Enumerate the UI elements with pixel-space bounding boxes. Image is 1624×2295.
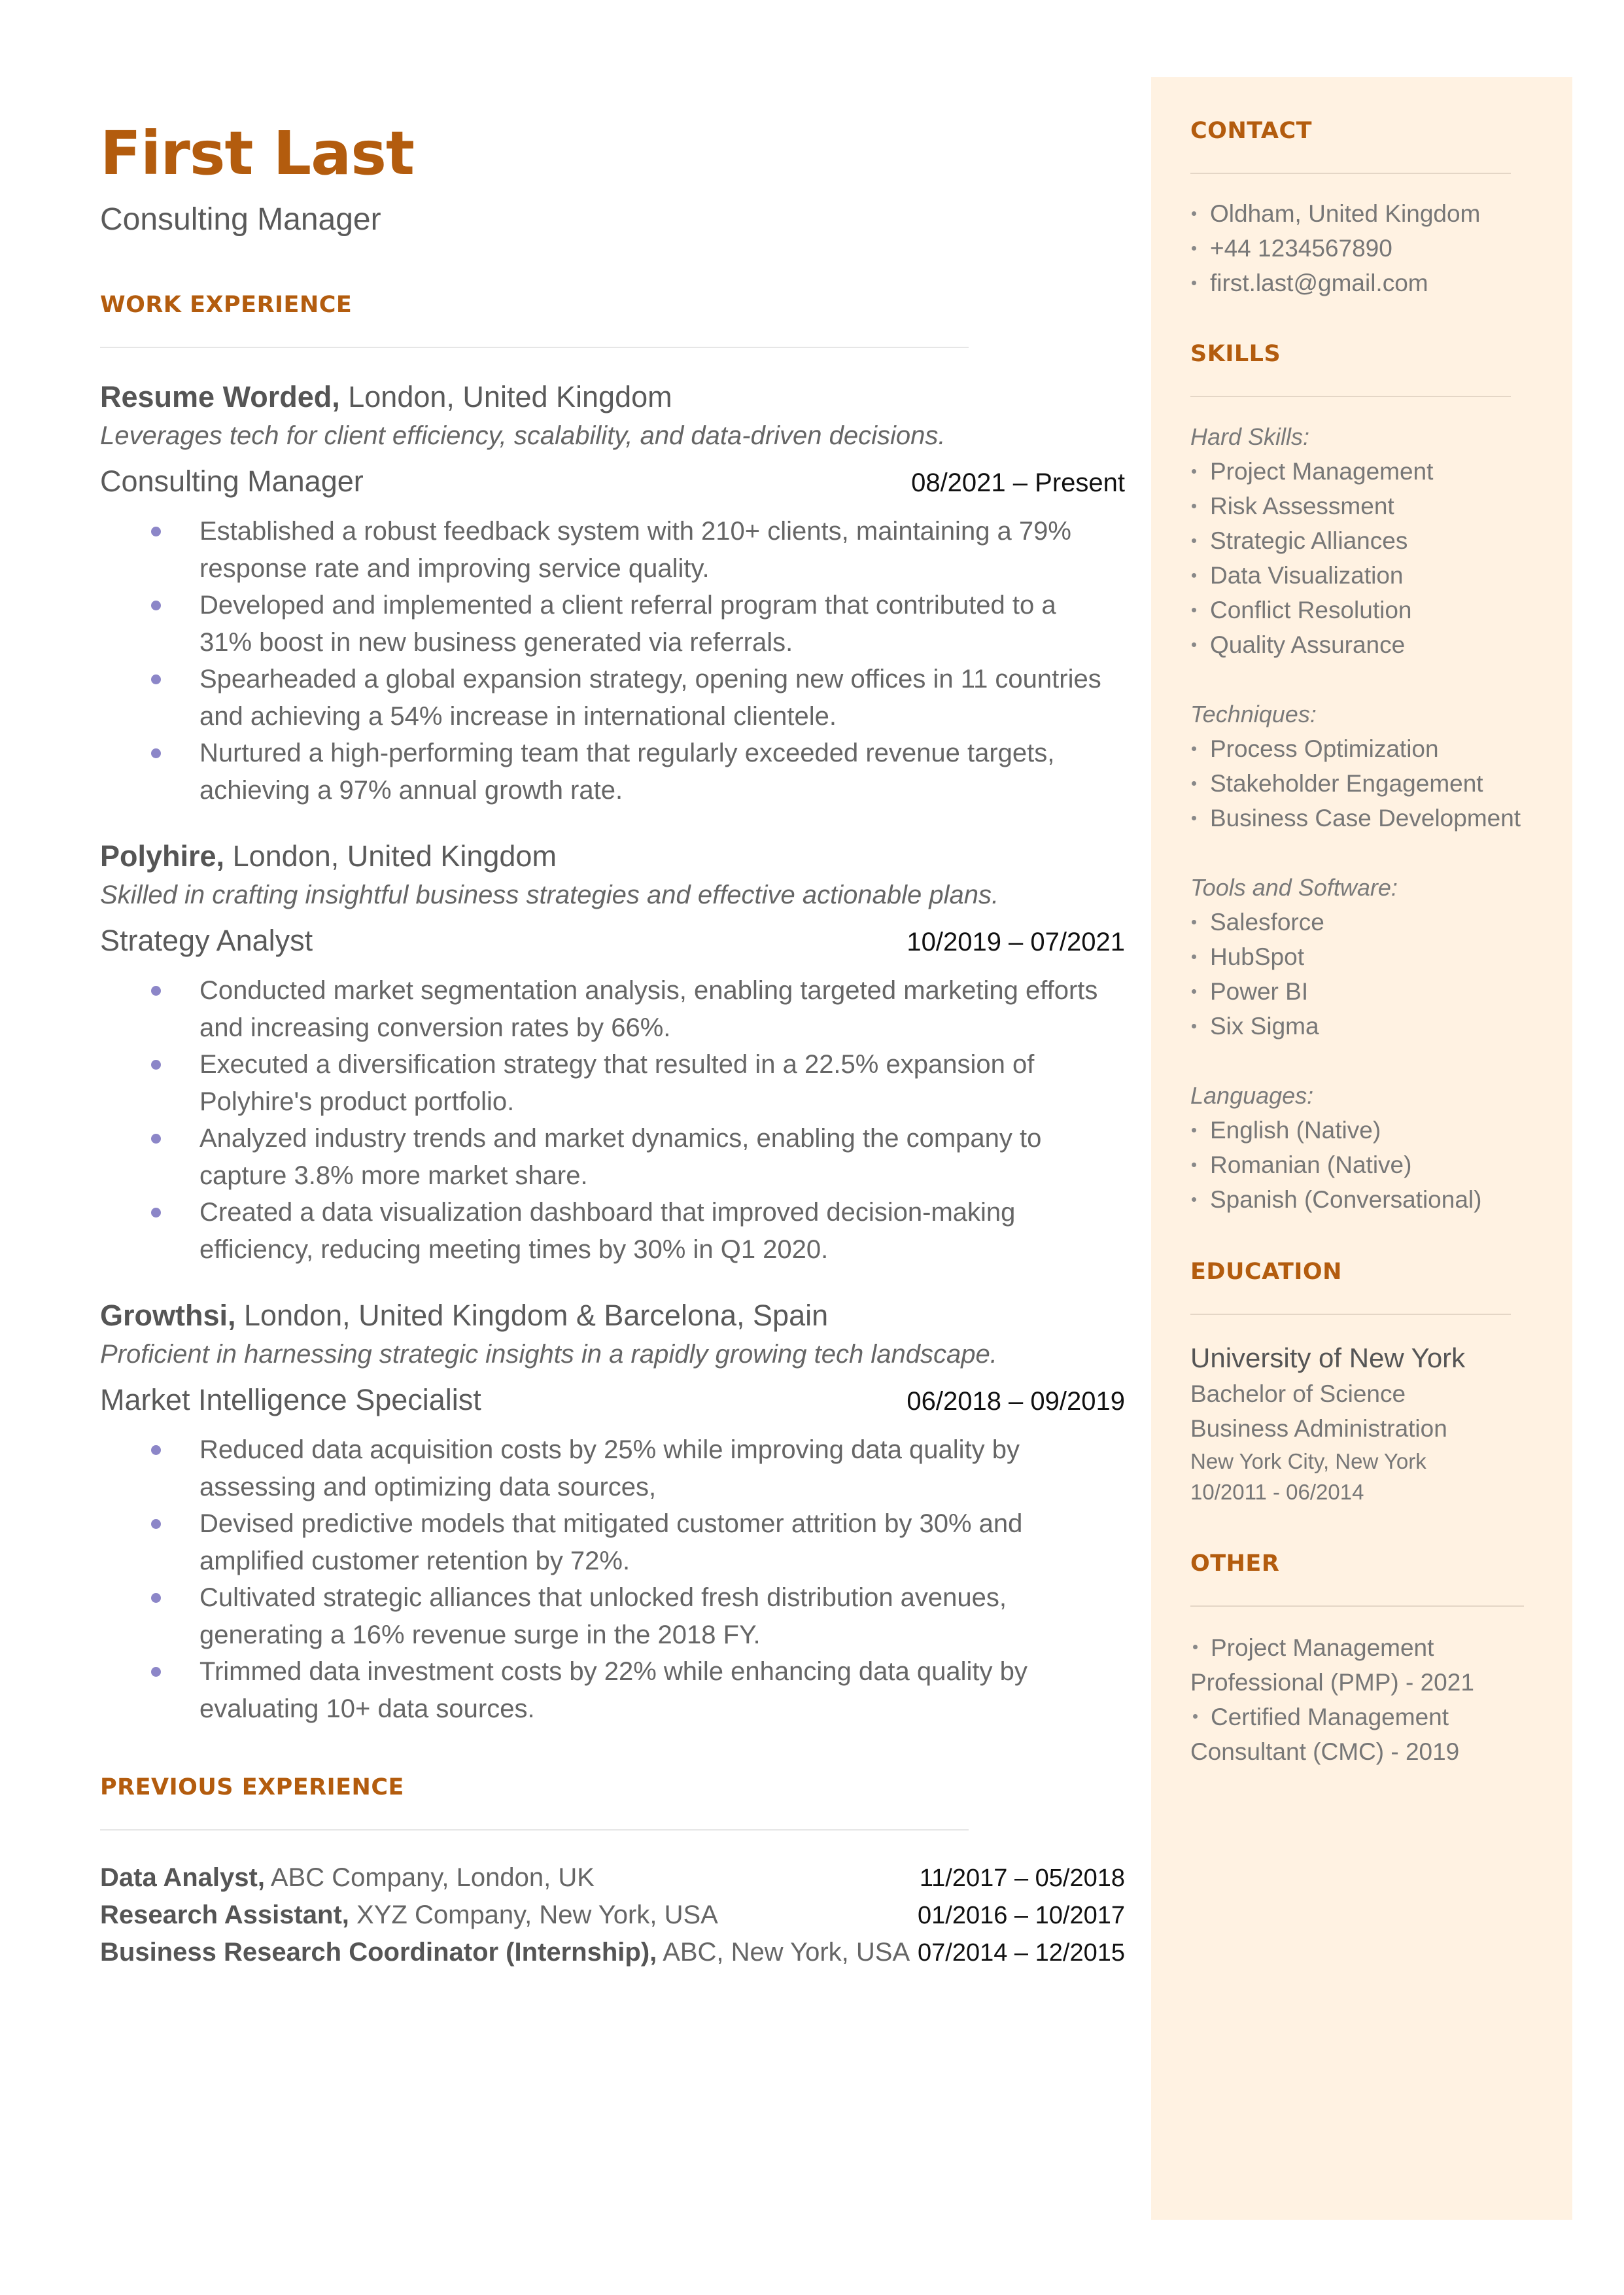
previous-experience-list [100,1859,1125,1971]
section-divider [1190,1605,1524,1607]
skill-item: Romanian (Native) [1190,1148,1544,1182]
skill-list [1190,454,1544,662]
bullet-dot-icon [151,1060,161,1070]
bullet-dot-icon [151,1134,161,1144]
bullet-dot-icon [1192,1128,1196,1132]
skill-item: Six Sigma [1190,1009,1544,1043]
previous-role-title: Research Assistant, [100,1901,349,1929]
achievement-item: Executed a diversification strategy that resulted in a 22.5% expansion of Polyhire's product portfolio. [100,1046,1107,1120]
education-dates: 10/2011 - 06/2014 [1190,1480,1364,1504]
skill-item: Project Management [1190,454,1544,489]
company-location: London, United Kingdom & Barcelona, Spain [235,1299,829,1332]
company-description: Leverages tech for client efficiency, scalability, and data-driven decisions. [100,421,946,450]
bullet-dot-icon [1192,816,1196,820]
bullet-dot-icon [1192,920,1196,924]
bullet-dot-icon [1192,469,1196,474]
bullet-dot-icon [1192,955,1196,959]
contact-email[interactable]: first.last@gmail.com [1190,266,1544,300]
previous-experience-row [100,1859,1125,1897]
skill-category-label: Languages: [1190,1082,1314,1109]
skill-category-label: Tools and Software: [1190,874,1398,901]
previous-role-org: ABC, New York, USA [657,1938,910,1967]
education-school: University of New York [1190,1342,1466,1373]
role-row [100,921,1125,962]
previous-role-title: Business Research Coordinator (Internship), [100,1938,657,1967]
company-line [100,1297,1125,1335]
skill-item: Quality Assurance [1190,627,1544,662]
previous-role-title: Data Analyst, [100,1863,265,1892]
skill-category-label: Techniques: [1190,701,1317,727]
skill-item: Power BI [1190,974,1544,1009]
skill-item: HubSpot [1190,939,1544,974]
certification-item: Project Management [1190,1630,1544,1665]
previous-role-dates: 07/2014 – 12/2015 [918,1939,1125,1967]
achievement-item: Created a data visualization dashboard that improved decision-making efficiency, reducing meeting times by 30% in Q1 2020. [100,1194,1107,1268]
certification-item: Certified Management [1190,1700,1544,1734]
achievement-item: Reduced data acquisition costs by 25% while improving data quality by assessing and optimizing data sources, [100,1431,1107,1505]
contact-heading: CONTACT [1190,118,1313,144]
company-description: Proficient in harnessing strategic insights in a rapidly growing tech landscape. [100,1340,997,1369]
section-divider [1190,1314,1511,1315]
work-entry [100,1297,1125,1727]
achievement-list [100,513,1125,809]
bullet-dot-icon [1192,504,1196,508]
bullet-dot-icon [1192,246,1196,251]
bullet-dot-icon [151,527,161,536]
company-name: Growthsi, [100,1299,236,1332]
role-dates: 06/2018 – 09/2019 [907,1387,1125,1416]
sidebar-content [1190,116,1544,1769]
company-name: Polyhire, [100,839,225,873]
skill-list [1190,1113,1544,1217]
bullet-dot-icon [151,674,161,684]
education-location: New York City, New York [1190,1449,1426,1473]
achievement-item: Cultivated strategic alliances that unlocked fresh distribution avenues, generating a 16% revenue surge in the 2018 FY. [100,1579,1107,1653]
education-degree: Bachelor of Science [1190,1380,1406,1407]
skill-item: Strategic Alliances [1190,523,1544,558]
bullet-dot-icon [151,986,161,996]
previous-experience-row [100,1934,1125,1971]
achievement-item: Conducted market segmentation analysis, enabling targeted marketing efforts and increasing conversion rates by 66%. [100,972,1107,1046]
skill-item: Process Optimization [1190,731,1544,766]
bullet-dot-icon [1192,281,1196,285]
candidate-name: First Last [100,118,414,188]
sidebar [1151,77,1572,2220]
contact-location: Oldham, United Kingdom [1190,196,1544,231]
bullet-dot-icon [1192,1197,1196,1202]
skill-item: English (Native) [1190,1113,1544,1148]
achievement-item: Nurtured a high-performing team that regularly exceeded revenue targets, achieving a 97% annual growth rate. [100,735,1107,809]
bullet-dot-icon [151,748,161,758]
previous-role-org: ABC Company, London, UK [264,1863,595,1892]
previous-experience-heading: PREVIOUS EXPERIENCE [100,1774,404,1800]
bullet-dot-icon [1193,1714,1198,1719]
role-row [100,1380,1125,1421]
certification-item-continued: Consultant (CMC) - 2019 [1190,1738,1460,1765]
other-heading: OTHER [1190,1550,1280,1577]
previous-role-dates: 01/2016 – 10/2017 [918,1902,1125,1929]
bullet-dot-icon [151,1208,161,1218]
skill-item: Business Case Development [1190,801,1544,835]
achievement-item: Devised predictive models that mitigated customer attrition by 30% and amplified customer retention by 72%. [100,1505,1107,1579]
skill-item: Risk Assessment [1190,489,1544,523]
bullet-dot-icon [151,1445,161,1455]
bullet-dot-icon [1192,1024,1196,1028]
bullet-dot-icon [1192,989,1196,994]
bullet-dot-icon [151,1519,161,1529]
achievement-item: Spearheaded a global expansion strategy, opening new offices in 11 countries and achieving a 54% increase in international clientele. [100,661,1107,735]
skill-list [1190,731,1544,835]
achievement-item: Trimmed data investment costs by 22% while enhancing data quality by evaluating 10+ data sources. [100,1653,1107,1727]
achievement-item: Analyzed industry trends and market dynamics, enabling the company to capture 3.8% more market share. [100,1120,1107,1194]
education-field: Business Administration [1190,1415,1447,1442]
bullet-dot-icon [151,1593,161,1603]
achievement-list [100,1431,1125,1727]
role-dates: 10/2019 – 07/2021 [907,928,1125,956]
bullet-dot-icon [1192,538,1196,543]
section-divider [1190,396,1511,397]
skill-item: Spanish (Conversational) [1190,1182,1544,1217]
bullet-dot-icon [1193,1645,1198,1649]
previous-experience-row [100,1897,1125,1934]
role-name: Market Intelligence Specialist [100,1383,481,1416]
contact-phone: +44 1234567890 [1190,231,1544,266]
work-experience-heading: WORK EXPERIENCE [100,292,353,318]
bullet-dot-icon [1192,746,1196,751]
achievement-list [100,972,1125,1268]
section-divider [1190,173,1511,174]
section-divider [100,347,969,348]
role-row [100,462,1125,502]
previous-role-org: XYZ Company, New York, USA [349,1901,718,1929]
contact-list [1190,196,1544,300]
achievement-item: Established a robust feedback system with 210+ clients, maintaining a 79% response rate and improving service quality. [100,513,1107,587]
bullet-dot-icon [1192,781,1196,786]
bullet-dot-icon [1192,608,1196,612]
company-location: London, United Kingdom [224,839,557,873]
skill-category-label: Hard Skills: [1190,423,1310,450]
other-list [1190,1630,1544,1769]
skill-item: Data Visualization [1190,558,1544,593]
skill-item: Salesforce [1190,905,1544,939]
achievement-item: Developed and implemented a client referral program that contributed to a 31% boost in new business generated via referrals. [100,587,1107,661]
bullet-dot-icon [1192,1163,1196,1167]
company-location: London, United Kingdom [339,380,672,413]
work-entry [100,837,1125,1268]
skill-list [1190,905,1544,1043]
role-name: Strategy Analyst [100,924,313,957]
skill-item: Stakeholder Engagement [1190,766,1544,801]
bullet-dot-icon [151,1667,161,1677]
certification-item-continued: Professional (PMP) - 2021 [1190,1669,1474,1696]
bullet-dot-icon [1192,211,1196,216]
company-line [100,837,1125,875]
main-column [100,118,1125,1971]
skill-item: Conflict Resolution [1190,593,1544,627]
company-description: Skilled in crafting insightful business strategies and effective actionable plans. [100,881,999,909]
role-dates: 08/2021 – Present [911,468,1125,497]
company-name: Resume Worded, [100,380,340,413]
bullet-dot-icon [151,601,161,610]
bullet-dot-icon [1192,573,1196,578]
skills-heading: SKILLS [1190,341,1281,367]
candidate-title: Consulting Manager [100,202,381,237]
company-line [100,378,1125,416]
work-entry [100,378,1125,809]
section-divider [100,1829,969,1831]
education-heading: EDUCATION [1190,1259,1342,1285]
role-name: Consulting Manager [100,464,364,498]
previous-role-dates: 11/2017 – 05/2018 [919,1865,1125,1892]
bullet-dot-icon [1192,642,1196,647]
